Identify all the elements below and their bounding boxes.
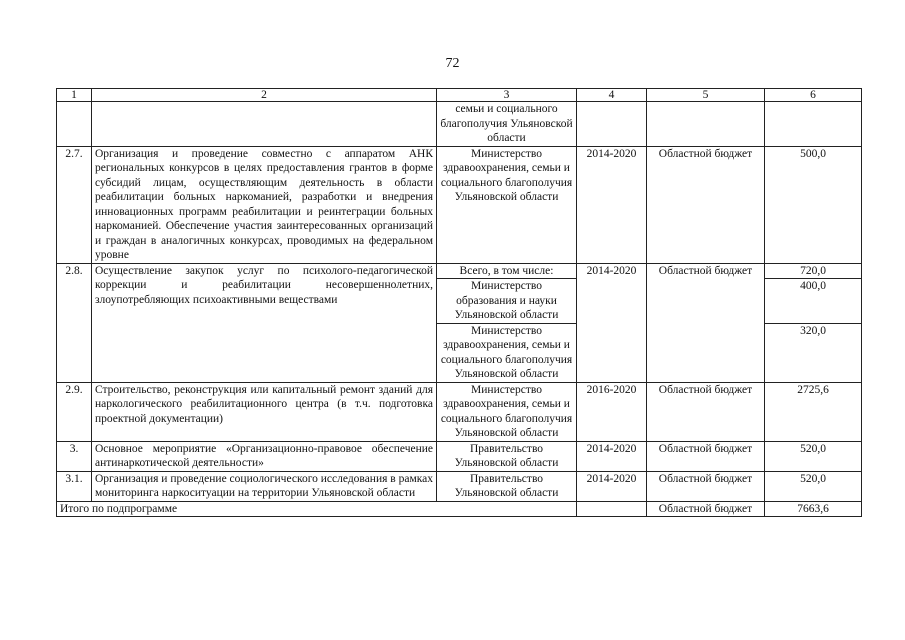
row-description <box>92 102 437 147</box>
row-period: 2016-2020 <box>577 382 647 441</box>
column-header: 4 <box>577 89 647 102</box>
row-number <box>57 102 92 147</box>
table-row <box>57 146 862 263</box>
row-executor: Министерство здравоохранения, семьи и социального благополучия Ульяновской области <box>437 146 577 263</box>
program-table <box>56 88 862 517</box>
column-header: 2 <box>92 89 437 102</box>
row-amount <box>765 102 862 147</box>
page-number: 72 <box>445 56 460 71</box>
column-header: 1 <box>57 89 92 102</box>
row-source: Областной бюджет <box>647 263 765 382</box>
total-amount: 7663,6 <box>765 501 862 517</box>
row-executor: Министерство здравоохранения, семьи и социального благополучия Ульяновской области <box>437 323 577 382</box>
row-period <box>577 102 647 147</box>
row-amount: 520,0 <box>765 441 862 471</box>
row-number: 2.7. <box>57 146 92 263</box>
row-description: Основное мероприятие «Организационно-правовое обеспечение антинаркотической деятельности» <box>92 441 437 471</box>
row-executor: Правительство Ульяновской области <box>437 441 577 471</box>
row-source: Областной бюджет <box>647 441 765 471</box>
table-row <box>57 471 862 501</box>
table-row <box>57 441 862 471</box>
row-source: Областной бюджет <box>647 471 765 501</box>
row-number: 3.1. <box>57 471 92 501</box>
row-period: 2014-2020 <box>577 263 647 382</box>
row-amount: 400,0 <box>765 279 862 324</box>
row-number: 2.8. <box>57 263 92 382</box>
row-executor: Министерство образования и науки Ульяновской области <box>437 279 577 324</box>
row-source: Областной бюджет <box>647 146 765 263</box>
row-amount: 2725,6 <box>765 382 862 441</box>
row-source: Областной бюджет <box>647 382 765 441</box>
row-amount: 500,0 <box>765 146 862 263</box>
row-period: 2014-2020 <box>577 441 647 471</box>
table-row <box>57 263 862 279</box>
row-source <box>647 102 765 147</box>
row-description: Осуществление закупок услуг по психолого-педагогической коррекции и реабилитации несовершеннолетних, злоупотребляющих психоактивными веществами <box>92 263 437 382</box>
column-header: 6 <box>765 89 862 102</box>
row-description: Строительство, реконструкция или капитальный ремонт зданий для наркологического реабилитационного центра (в т.ч. подготовка проектной документации) <box>92 382 437 441</box>
row-description: Организация и проведение социологического исследования в рамках мониторинга наркоситуации на территории Ульяновской области <box>92 471 437 501</box>
row-period: 2014-2020 <box>577 146 647 263</box>
header-row <box>57 89 862 102</box>
row-executor-total: Всего, в том числе: <box>437 263 577 279</box>
row-description: Организация и проведение совместно с аппаратом АНК региональных конкурсов в целях предоставления грантов в форме субсидий лицам, осуществляющим деятельность в области реабилитации больных наркоманией, разработки и внедрения инновационных программ реабилитации и реинтеграции больных наркоманией. Обеспечение участия заинтересованных организаций и граждан в аналогичных конкурсах, проводимых на федеральном уровне <box>92 146 437 263</box>
column-header: 5 <box>647 89 765 102</box>
row-amount-total: 720,0 <box>765 263 862 279</box>
row-executor: Правительство Ульяновской области <box>437 471 577 501</box>
total-label: Итого по подпрограмме <box>57 501 577 517</box>
row-executor: семьи и социального благополучия Ульяновской области <box>437 102 577 147</box>
row-executor: Министерство здравоохранения, семьи и социального благополучия Ульяновской области <box>437 382 577 441</box>
total-source: Областной бюджет <box>647 501 765 517</box>
table-row-continuation <box>57 102 862 147</box>
table-row <box>57 382 862 441</box>
row-amount: 320,0 <box>765 323 862 382</box>
total-period <box>577 501 647 517</box>
row-number: 3. <box>57 441 92 471</box>
row-period: 2014-2020 <box>577 471 647 501</box>
row-amount: 520,0 <box>765 471 862 501</box>
column-header: 3 <box>437 89 577 102</box>
total-row <box>57 501 862 517</box>
row-number: 2.9. <box>57 382 92 441</box>
